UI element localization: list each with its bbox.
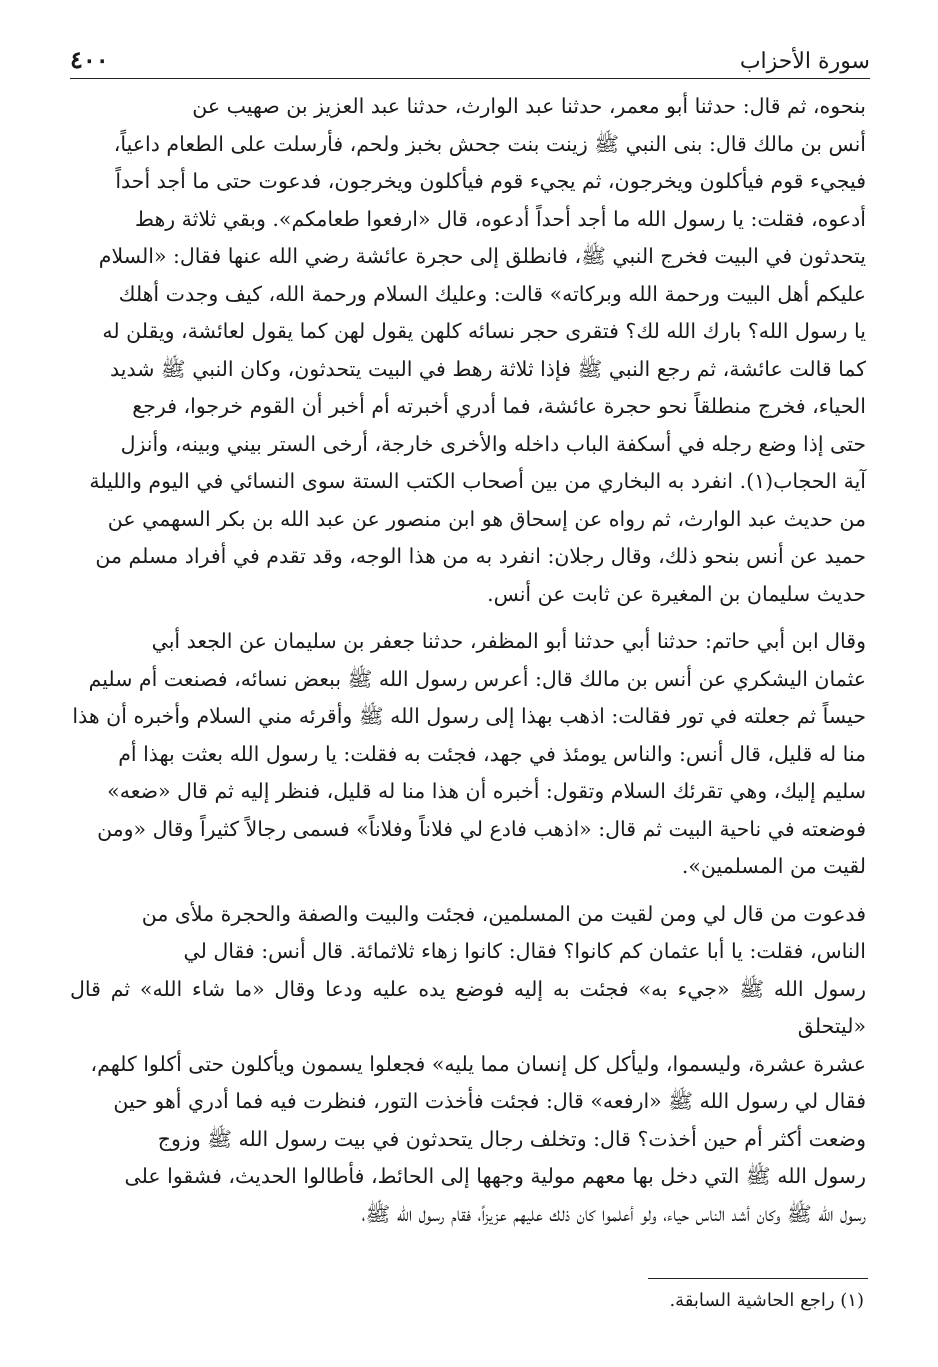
text-line: حتى إذا وضع رجله في أسكفة الباب داخله والأخرى خارجة، أرخى الستر بيني وبينه، وأنزل	[120, 431, 866, 456]
text-line: عشرة عشرة، وليسموا، وليأكل كل إنسان مما يليه» فجعلوا يسمون ويأكلون حتى أكلوا كلهم،	[90, 1051, 866, 1076]
page-header	[70, 40, 870, 79]
paragraph	[70, 896, 866, 1234]
paragraph	[70, 88, 866, 613]
text-line: حميد عن أنس بنحو ذلك، وقال رجلان: انفرد به من هذا الوجه، وقد تقدم في أفراد مسلم من	[95, 544, 866, 568]
footnote: (١) راجع الحاشية السابقة.	[669, 1290, 864, 1311]
text-line: يتحدثون في البيت فخرج النبي ﷺ، فانطلق إلى حجرة عائشة رضي الله عنها فقال: «السلام	[98, 244, 866, 268]
text-line: رسول الله ﷺ وكان أشد الناس حياء، ولو أعلموا كان ذلك عليهم عزيزاً، فقام رسول الله ﷺ،	[361, 1201, 866, 1226]
running-title: سورة الأحزاب	[739, 49, 870, 74]
paragraph	[70, 623, 866, 886]
text-line: منا له قليل، قال أنس: والناس يومئذ في جهد، فجئت به فقلت: يا رسول الله بعثت بهذا أم	[118, 741, 866, 766]
text-line: رسول الله ﷺ التي دخل بها معهم مولية وجهها إلى الحائط، فأطالوا الحديث، فشقوا على	[124, 1164, 866, 1188]
text-line: أدعوه، فقلت: يا رسول الله ما أجد أحداً أدعوه، قال «ارفعوا طعامكم». وبقي ثلاثة رهط	[134, 206, 866, 231]
text-line: حديث سليمان بن المغيرة عن ثابت عن أنس.	[487, 581, 866, 606]
text-line: وضعت أكثر أم حين أخذت؟ قال: وتخلف رجال يتحدثون في بيت رسول الله ﷺ وزوج	[157, 1126, 866, 1151]
text-line: فقال لي رسول الله ﷺ «ارفعه» قال: فجئت فأخذت التور، فنظرت فيه فما أدري أهو حين	[113, 1089, 866, 1113]
text-line: عثمان اليشكري عن أنس بن مالك قال: أعرس رسول الله ﷺ ببعض نسائه، فصنعت أم سليم	[88, 666, 866, 691]
text-line: فيجيء قوم فيأكلون ويخرجون، ثم يجيء قوم فيأكلون ويخرجون، فدعوت حتى ما أجد أحداً	[115, 169, 866, 193]
text-line: يا رسول الله؟ بارك الله لك؟ فتقرى حجر نسائه كلهن يقول لهن كما يقول لعائشة، ويقلن له	[102, 319, 866, 343]
text-line: أنس بن مالك قال: بنى النبي ﷺ زينت بنت جحش بخبز ولحم، فأرسلت على الطعام داعياً،	[113, 131, 866, 156]
text-line: لقيت من المسلمين».	[681, 854, 866, 878]
text-line: من حديث عبد الوارث، ثم رواه عن إسحاق هو ابن منصور عن عبد الله بن بكر السهمي عن	[107, 506, 866, 531]
text-line: الناس، فقلت: يا أبا عثمان كم كانوا؟ فقال: كانوا زهاء ثلاثمائة. قال أنس: فقال لي	[183, 939, 866, 963]
text-line: الحياء، فخرج منطلقاً نحو حجرة عائشة، فما أدري أخبرته أم أخبر أن القوم خرجوا، فرجع	[132, 394, 866, 418]
page-number: ٤٠٠	[70, 45, 109, 74]
text-line: فدعوت من قال لي ومن لقيت من المسلمين، فجئت والبيت والصفة والحجرة ملأى من	[141, 901, 866, 926]
text-line: حيساً ثم جعلته في تور فقالت: اذهب بهذا إلى رسول الله ﷺ وأقرئه مني السلام وأخبره أن هذا	[72, 704, 866, 728]
text-line: عليكم أهل البيت ورحمة الله وبركاته» قالت: وعليك السلام ورحمة الله، كيف وجدت أهلك	[118, 281, 866, 306]
text-line: رسول الله ﷺ «جيء به» فجئت به إليه فوضع يده عليه ودعا وقال «ما شاء الله» ثم قال «ليتحلق	[70, 976, 866, 1038]
footnote-divider	[648, 1278, 868, 1279]
text-line: بنحوه، ثم قال: حدثنا أبو معمر، حدثنا عبد الوارث، حدثنا عبد العزيز بن صهيب عن	[192, 94, 866, 118]
text-line: سليم إليك، وهي تقرئك السلام وتقول: أخبره أن هذا منا له قليل، فنظر إليه ثم قال «ضعه»	[107, 779, 866, 803]
text-line: آية الحجاب(١). انفرد به البخاري من بين أصحاب الكتب الستة سوى النسائي في اليوم والليلة	[89, 469, 866, 493]
text-line: فوضعته في ناحية البيت ثم قال: «اذهب فادع لي فلاناً وفلاناً» فسمى رجالاً كثيراً وقال «ومن	[97, 816, 866, 841]
text-line: وقال ابن أبي حاتم: حدثنا أبي حدثنا أبو المظفر، حدثنا جعفر بن سليمان عن الجعد أبي	[151, 629, 866, 653]
text-line: كما قالت عائشة، ثم رجع النبي ﷺ فإذا ثلاثة رهط في البيت يتحدثون، وكان النبي ﷺ شديد	[110, 356, 866, 381]
body-text	[70, 88, 866, 1243]
